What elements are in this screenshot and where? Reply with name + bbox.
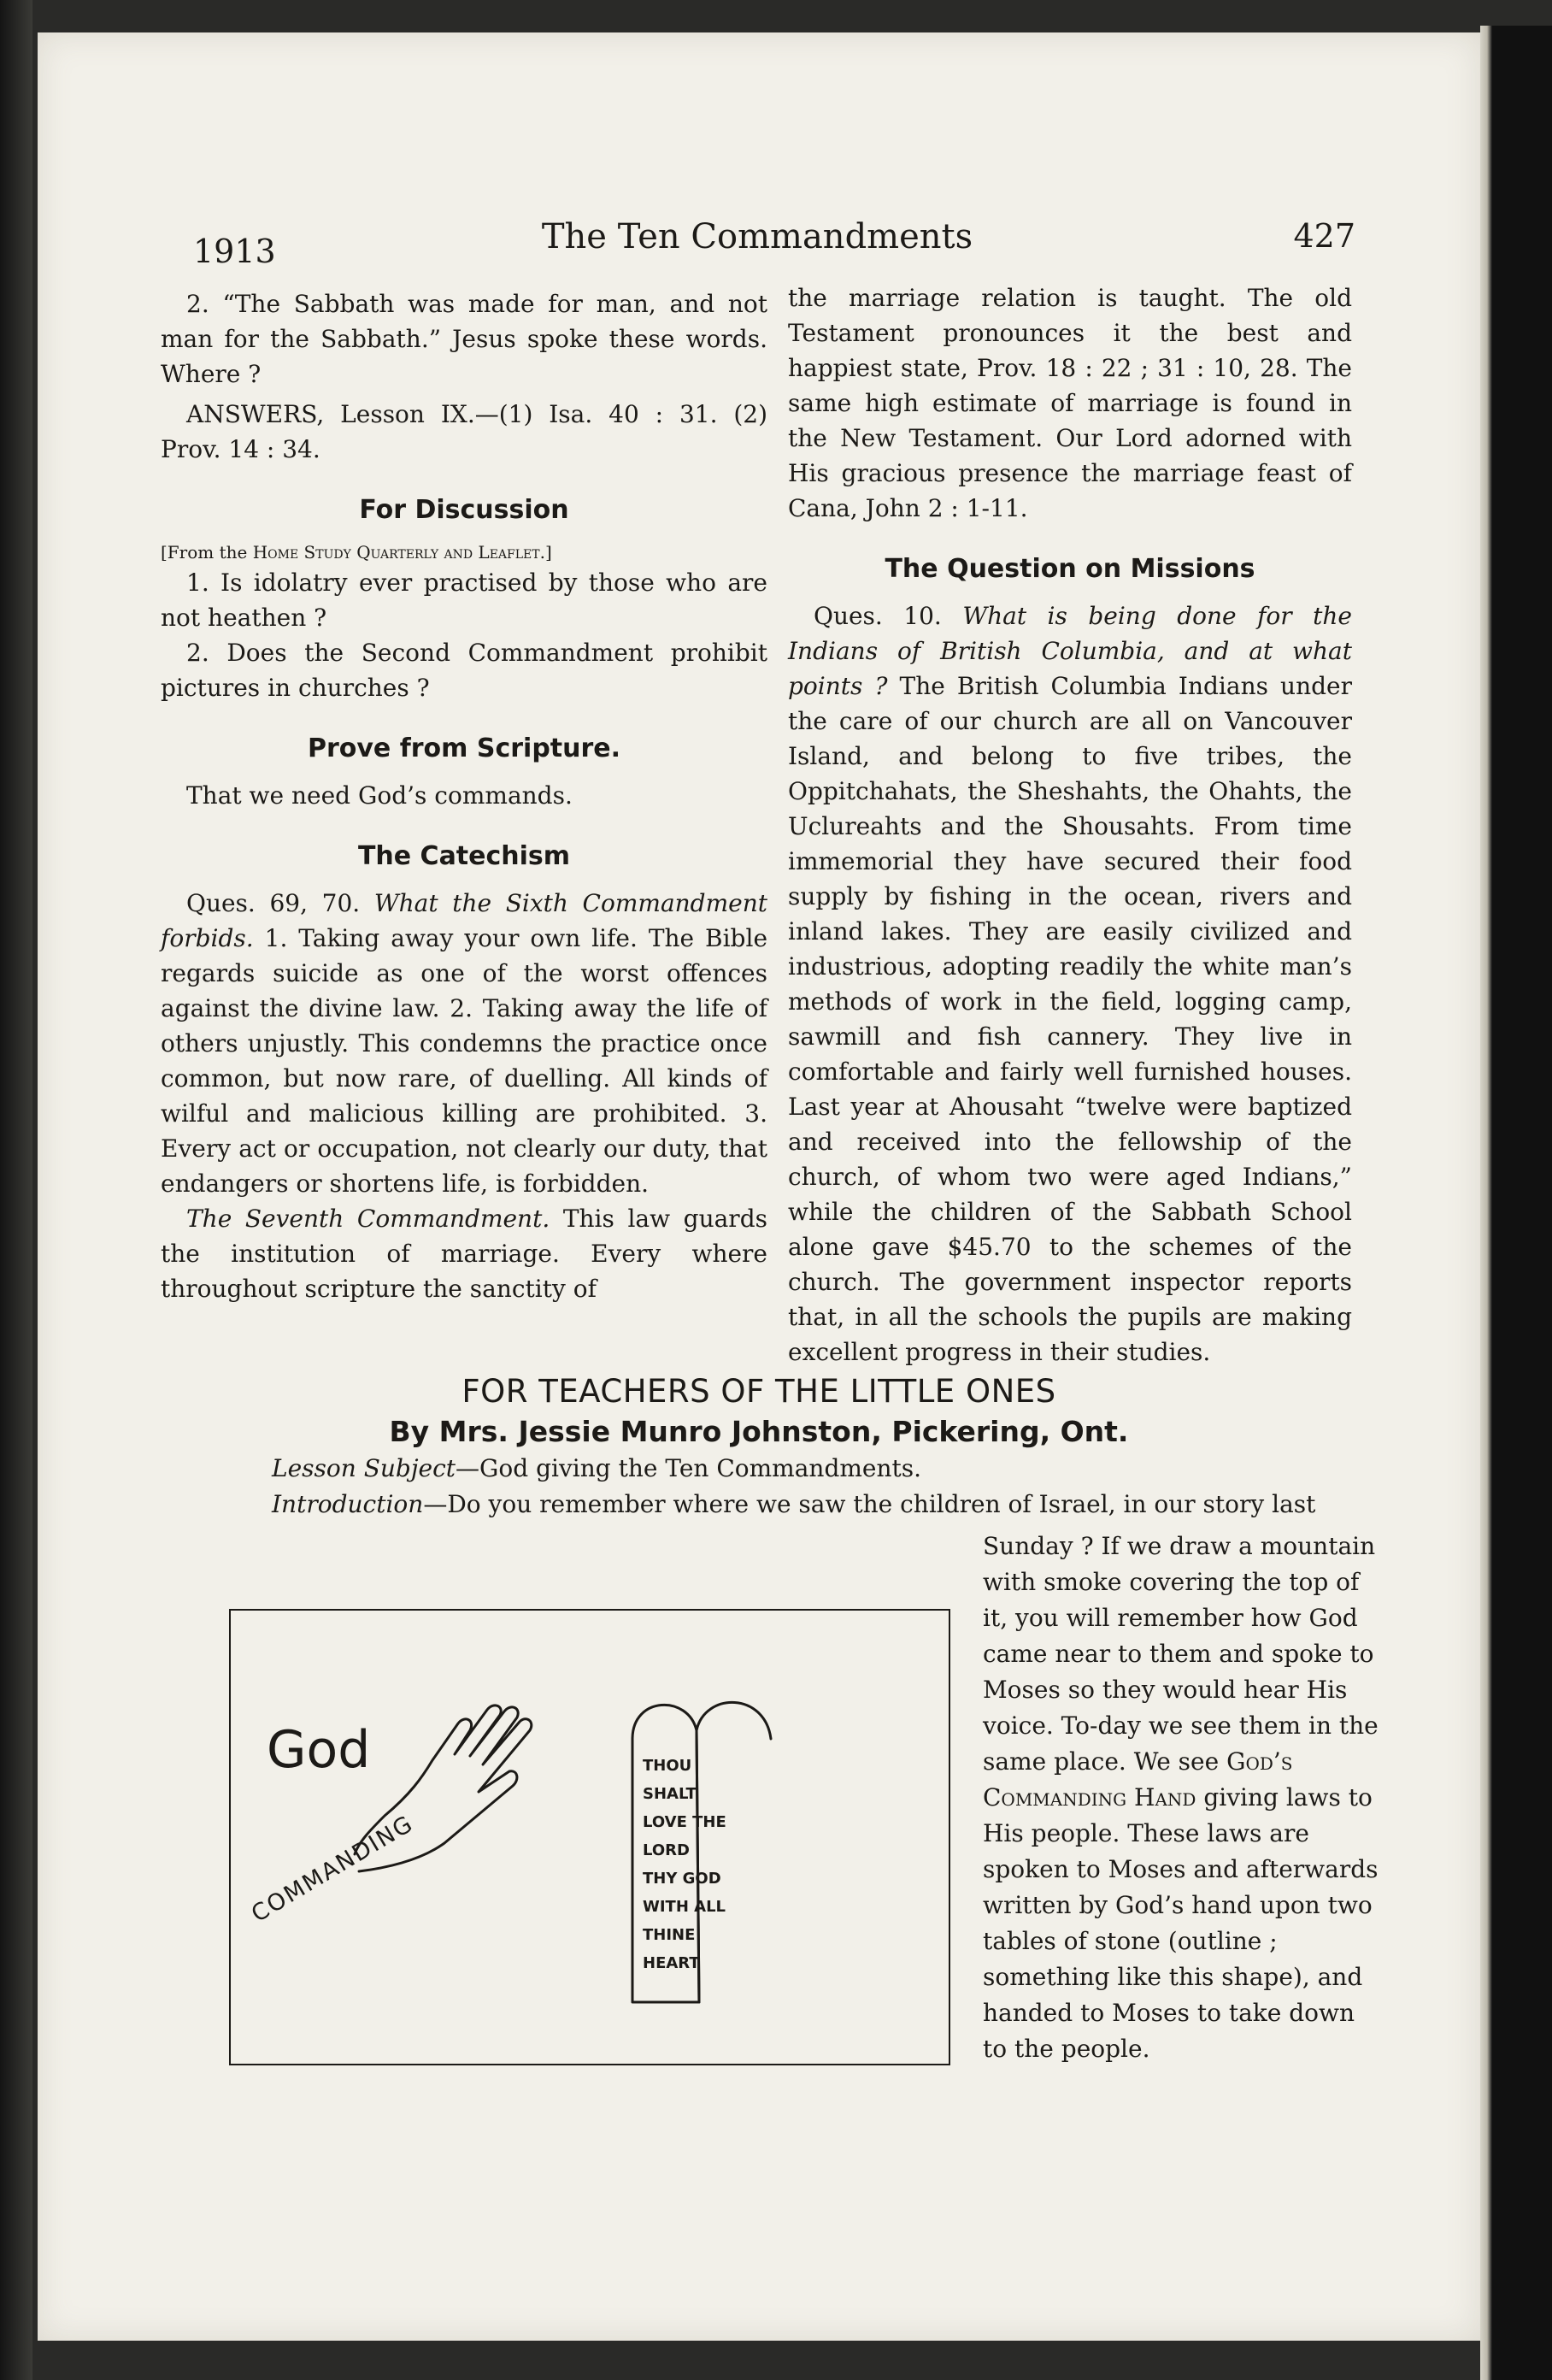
- running-header: [159, 207, 1355, 270]
- tablet-line: LOVE THE: [643, 1813, 726, 1831]
- book-edge-right: [1480, 26, 1552, 2380]
- tablet-line: THOU: [643, 1757, 692, 1775]
- commanding-hand-illustration: [229, 1609, 950, 2065]
- teachers-byline: By Mrs. Jessie Munro Johnston, Pickering, Ont.: [389, 1415, 1129, 1448]
- god-label: God: [267, 1720, 371, 1780]
- question-2: 2. “The Sabbath was made for man, and not man for the Sabbath.” Jesus spoke these words. Where ?: [161, 290, 767, 388]
- discussion-source: [From the Home Study Quarterly and Leaflet.]: [161, 542, 552, 563]
- discussion-heading: For Discussion: [359, 495, 569, 525]
- missions-answer: Ques. 10. What is being done for the Indians of British Columbia, and at what points ? The British Columbia Indians under the care of our church are all on Vancouver Island, and belong to five tribes, the Oppitchahats, the Sheshahts, the Ohahts, the Uclureahts and the Shousahts. From time immemorial they have secured their food supply by fishing in the ocean, rivers and inland lakes. They are easily civilized and industrious, adopting readily the white man’s methods of work in the field, logging camp, sawmill and fish cannery. They live in comfortable and fairly well furnished houses. Last year at Ahousaht “twelve were baptized and received into the fellowship of the church, of whom two were aged Indians,” while the children of the Sabbath School alone gave $45.70 to the schemes of the church. The government inspector reports that, in all the schools the pupils are making excellent progress in their studies.: [788, 602, 1352, 1366]
- page-number: 427: [1293, 217, 1355, 255]
- book-binding-left: [0, 0, 32, 2380]
- marriage-continuation: the marriage relation is taught. The old Testament pronounces it the best and happiest state, Prov. 18 : 22 ; 31 : 10, 28. The same high estimate of marriage is found in the New Testament. Our Lord adorned with His gracious presence the marriage feast of Cana, John 2 : 1-11.: [788, 284, 1352, 522]
- seventh-commandment: The Seventh Commandment. This law guards the institution of marriage. Every where throughout scripture the sanctity of: [161, 1205, 767, 1303]
- header-title: The Ten Commandments: [541, 217, 973, 256]
- illustration-drawing: [231, 1611, 949, 2064]
- teachers-section: [161, 1372, 1357, 1523]
- tablet-line: THY GOD: [643, 1870, 721, 1888]
- left-column: [161, 286, 767, 1306]
- commanding-label: COMMANDING: [247, 1810, 419, 1928]
- teachers-heading: FOR TEACHERS OF THE LITTLE ONES: [461, 1373, 1056, 1410]
- discussion-question-2: 2. Does the Second Commandment prohibit pictures in churches ?: [161, 639, 767, 702]
- tablet-inscription: [643, 1752, 745, 1977]
- right-column: [788, 280, 1352, 1370]
- tablet-line: HEART: [643, 1954, 700, 1972]
- discussion-question-1: 1. Is idolatry ever practised by those who are not heathen ?: [161, 568, 767, 632]
- story-text: Sunday ? If we draw a mountain with smoke covering the top of it, you will remember how God came near to them and spoke to Moses so they would hear His voice. To-day we see them in the same place. We see God’s Commanding Hand giving laws to His people. These laws are spoken to Moses and afterwards written by God’s hand upon two tables of stone (outline ; something like this shape), and handed to Moses to take down to the people.: [983, 1532, 1379, 2063]
- prove-heading: Prove from Scripture.: [307, 733, 621, 763]
- tablet-line: WITH ALL: [643, 1898, 726, 1916]
- tablet-line: LORD: [643, 1841, 690, 1859]
- header-year: 1913: [193, 233, 276, 270]
- tablet-line: THINE: [643, 1926, 696, 1944]
- tablet-line: SHALT: [643, 1785, 697, 1803]
- catechism-answer: Ques. 69, 70. What the Sixth Commandment forbids. 1. Taking away your own life. The Bible regards suicide as one of the worst offences against the divine law. 2. Taking away the life of others unjustly. This condemns the practice once common, but now rare, of duelling. All kinds of wilful and malicious killing are prohibited. 3. Every act or occupation, not clearly our duty, that endangers or shortens life, is forbidden.: [161, 889, 768, 1198]
- lesson-introduction: Introduction—Do you remember where we saw the children of Israel, in our story last: [272, 1490, 1316, 1518]
- catechism-heading: The Catechism: [357, 841, 571, 871]
- answers: ANSWERS, Lesson IX.—(1) Isa. 40 : 31. (2) Prov. 14 : 34.: [161, 400, 767, 463]
- lesson-subject: Lesson Subject—God giving the Ten Commandments.: [272, 1454, 922, 1482]
- prove-text: That we need God’s commands.: [186, 781, 573, 810]
- missions-heading: The Question on Missions: [885, 554, 1255, 584]
